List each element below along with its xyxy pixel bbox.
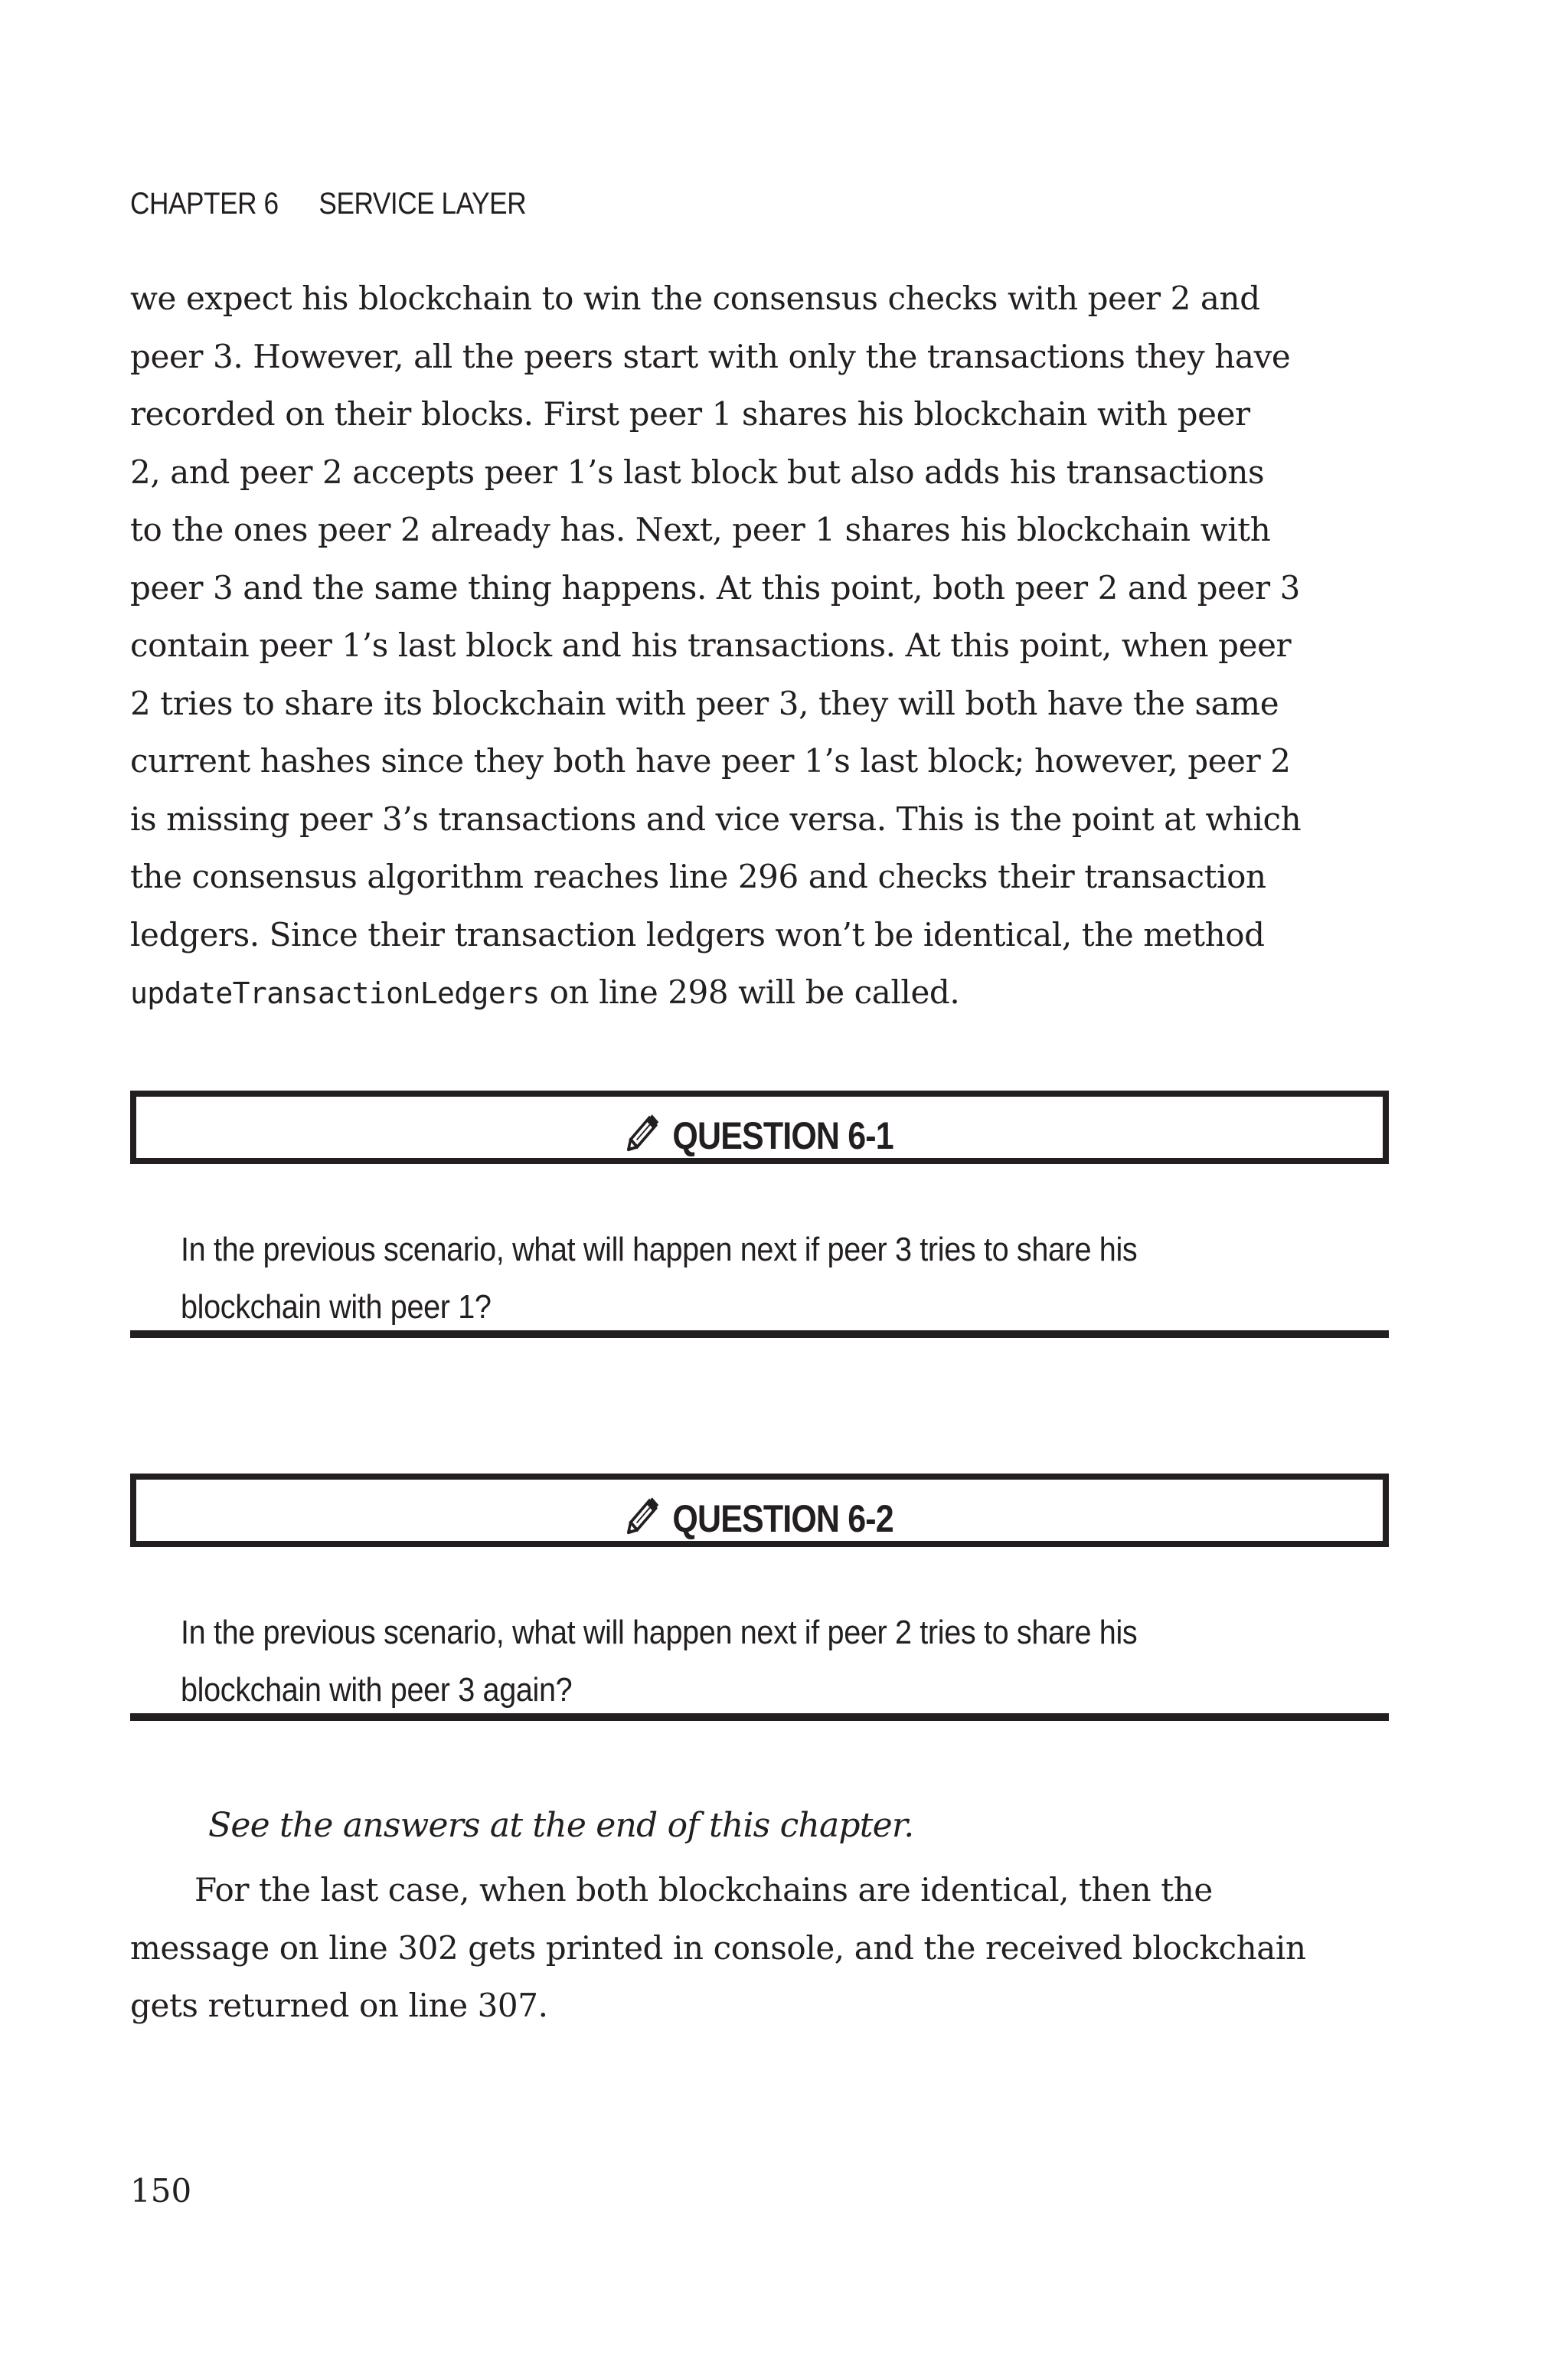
paragraph-line: ledgers. Since their transaction ledgers won’t be identical, the method — [130, 915, 1265, 953]
section-label: SERVICE LAYER — [318, 187, 527, 221]
paragraph-line: we expect his blockchain to win the consensus checks with peer 2 and — [130, 280, 1260, 317]
question-title-text: QUESTION 6-2 — [672, 1497, 894, 1540]
pencil-icon — [626, 1106, 666, 1153]
question-box-6-2 — [130, 1474, 1389, 1547]
pencil-icon — [626, 1489, 666, 1536]
question-line: blockchain with peer 1? — [181, 1288, 492, 1326]
chapter-label: CHAPTER 6 — [130, 187, 279, 221]
question-text-6-2 — [181, 1604, 1256, 1719]
running-head — [130, 187, 526, 221]
question-line: blockchain with peer 3 again? — [181, 1671, 573, 1709]
paragraph-line: peer 3. However, all the peers start with only the transactions they have — [130, 337, 1291, 375]
body-paragraph-1 — [130, 270, 1363, 1023]
question-title — [626, 1106, 893, 1158]
question-bottom-rule — [130, 1713, 1389, 1721]
paragraph-line: 2, and peer 2 accepts peer 1’s last block but also adds his transactions — [130, 453, 1265, 491]
paragraph-line: contain peer 1’s last block and his transactions. At this point, when peer — [130, 626, 1292, 664]
question-title — [626, 1489, 893, 1541]
question-bottom-rule — [130, 1330, 1389, 1338]
question-title-text: QUESTION 6-1 — [672, 1114, 894, 1157]
question-text-6-1 — [181, 1221, 1256, 1336]
paragraph-line: 2 tries to share its blockchain with peer 3, they will both have the same — [130, 684, 1279, 722]
paragraph-line: peer 3 and the same thing happens. At this point, both peer 2 and peer 3 — [130, 568, 1300, 607]
page-number: 150 — [130, 2172, 192, 2210]
paragraph-line: For the last case, when both blockchains are identical, then the — [194, 1871, 1213, 1909]
paragraph-line: recorded on their blocks. First peer 1 shares his blockchain with peer — [130, 395, 1250, 433]
paragraph-line: gets returned on line 307. — [130, 1987, 548, 2024]
question-line: In the previous scenario, what will happen next if peer 3 tries to share his — [181, 1231, 1138, 1268]
question-box-6-1 — [130, 1091, 1389, 1164]
paragraph-line: to the ones peer 2 already has. Next, peer 1 shares his blockchain with — [130, 511, 1271, 548]
paragraph-line — [130, 963, 1363, 1023]
body-paragraph-2 — [130, 1861, 1363, 2035]
paragraph-line-end: on line 298 will be called. — [539, 973, 960, 1011]
paragraph-line: the consensus algorithm reaches line 296 and checks their transaction — [130, 858, 1266, 895]
paragraph-line: current hashes since they both have peer 1’s last block; however, peer 2 — [130, 742, 1291, 780]
paragraph-line: is missing peer 3’s transactions and vice versa. This is the point at which — [130, 800, 1302, 838]
code-method-name: updateTransactionLedgers — [130, 976, 540, 1010]
answers-note: See the answers at the end of this chapter. — [208, 1806, 914, 1845]
question-line: In the previous scenario, what will happen next if peer 2 tries to share his — [181, 1614, 1138, 1651]
paragraph-line: message on line 302 gets printed in console, and the received blockchain — [130, 1928, 1306, 1967]
